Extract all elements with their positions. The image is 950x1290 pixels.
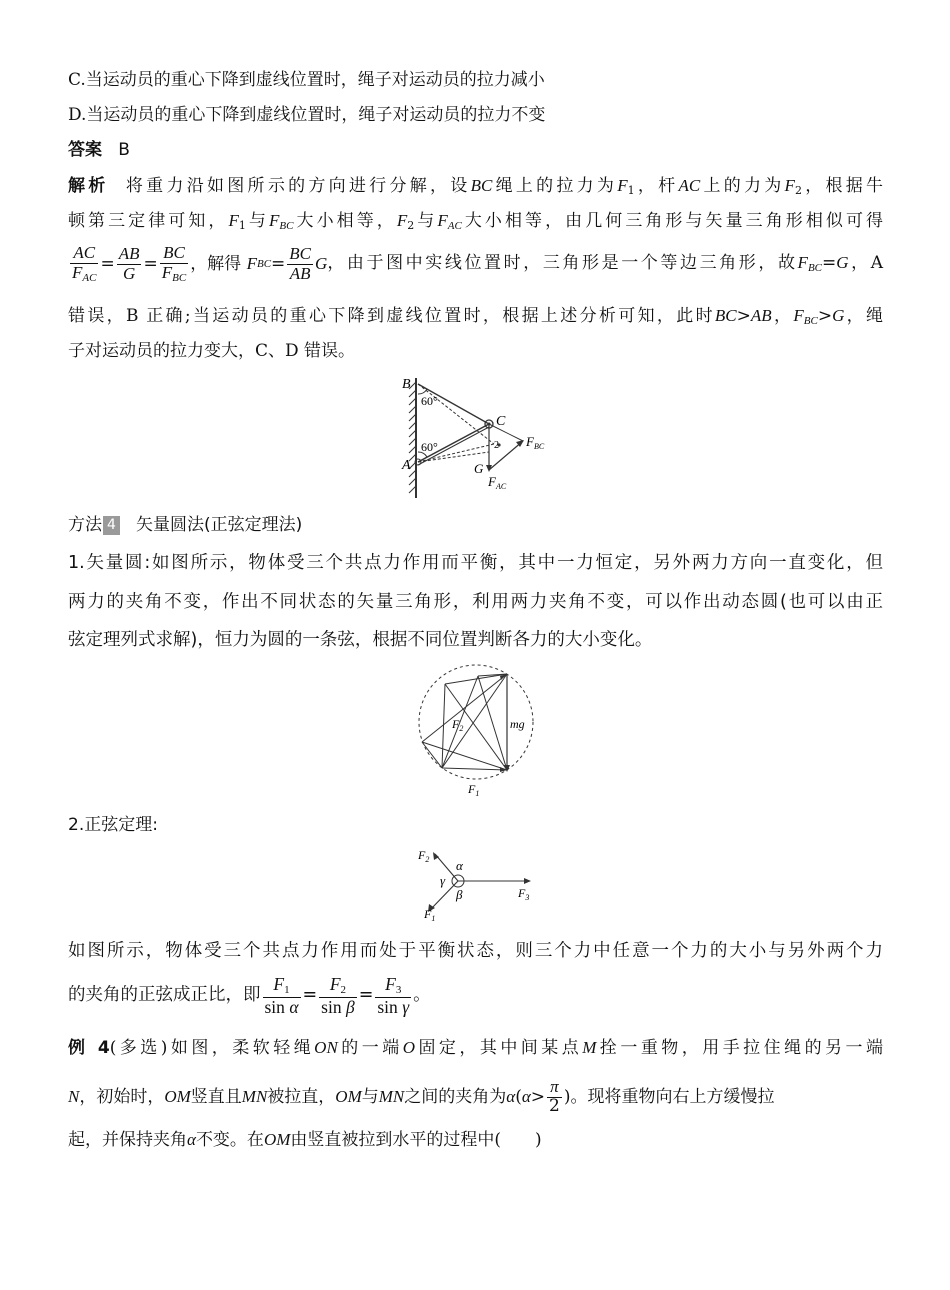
label-angle-bottom: 60° bbox=[421, 440, 438, 454]
label-c: C bbox=[496, 414, 506, 429]
analysis-line-1: 解析 将重力沿如图所示的方向进行分解，设BC绳上的拉力为$F_1$，杆AC上的力为$F_2$，根据牛 bbox=[68, 176, 884, 197]
label-two: 2 bbox=[494, 440, 499, 451]
label-angle-top: 60° bbox=[421, 394, 438, 408]
answer-label: 答案 bbox=[68, 140, 102, 160]
method-heading bbox=[68, 515, 883, 535]
label-f1: $F_1$ bbox=[468, 782, 480, 798]
method-number-badge: 4 bbox=[103, 516, 120, 535]
fraction-pi-2: $\frac{\pi}{2}$ bbox=[549, 1077, 560, 1116]
fraction-f1-sin-alpha: $\frac{F_1}{\text{sin α}}$ bbox=[264, 974, 299, 1017]
force-f2 bbox=[435, 854, 458, 881]
example-line-2: N ，初始时， OM 竖直且 MN 被拉直， OM 与 MN 之间的夹角为 α ( α > $\frac{\pi}{2}$ ) 。现将重物向右上方缓慢拉 bbox=[68, 1077, 775, 1116]
answer-value: B bbox=[118, 140, 130, 160]
example-line-1: 例 4(多选)如图，柔软轻绳ON的一端O固定，其中间某点M拴一重物，用手拉住绳的另一端 bbox=[68, 1038, 884, 1058]
analysis-line-4: 错误，B 正确;当运动员的重心下降到虚线位置时，根据上述分析可知，此时BC>AB，$F_{BC}>G$，绳 bbox=[68, 306, 884, 327]
fraction-f2-sin-beta: $\frac{F_2}{\text{sin β}}$ bbox=[321, 974, 355, 1017]
label-gamma: γ bbox=[440, 873, 446, 888]
label-b: B bbox=[402, 377, 411, 392]
label-fac: $F_{AC}$ bbox=[488, 474, 507, 491]
label-f2: $F_2$ bbox=[418, 848, 430, 864]
label-mg: mg bbox=[510, 717, 525, 731]
analysis-label: 解析 bbox=[68, 176, 109, 196]
p1-line-1: 1.矢量圆:如图所示，物体受三个共点力作用而平衡，其中一力恒定，另外两力方向一直变化，但 bbox=[68, 553, 883, 573]
option-d: D.当运动员的重心下降到虚线位置时，绳子对运动员的拉力不变 bbox=[68, 105, 546, 125]
example-label: 例 4 bbox=[68, 1038, 110, 1058]
p3-line-2: 的夹角的正弦成正比，即 $\frac{F_1}{\text{sin α}}$ = $\frac{F_2}{\text{sin β}}$ = $\frac{F_3}{\text{sin γ}}$ 。 bbox=[68, 974, 431, 1017]
label-a: A bbox=[402, 458, 411, 473]
figure-three-forces bbox=[410, 842, 550, 927]
p2-title: 2.正弦定理: bbox=[68, 815, 158, 835]
p3-line-1: 如图所示，物体受三个共点力作用而处于平衡状态，则三个力中任意一个力的大小与另外两个力 bbox=[68, 941, 883, 961]
example-line-3: 起，并保持夹角α不变。在OM由竖直被拉到水平的过程中( ) bbox=[68, 1130, 542, 1150]
p1-line-2: 两力的夹角不变，作出不同状态的矢量三角形，利用两力夹角不变，可以作出动态圆(也可以由正 bbox=[68, 592, 883, 612]
label-f1: $F_1$ bbox=[424, 907, 436, 923]
fraction-bc-fbc: $\frac{BC}{F_{BC}}$ bbox=[161, 243, 187, 284]
method-prefix: 方法 bbox=[68, 515, 102, 535]
analysis-line-5: 子对运动员的拉力变大，C、D 错误。 bbox=[68, 341, 356, 361]
analysis-line-2: 顿第三定律可知，$F_1$与$F_{BC}$大小相等，$F_2$与$F_{AC}$大小相等，由几何三角形与矢量三角形相似可得 bbox=[68, 211, 884, 232]
analysis-line-3: $\frac{AC}{F_{AC}}$ = $\frac{AB}{G}$ = $\frac{BC}{F_{BC}}$ ，解得 F BC = $\frac{BC}{AB}$ G ，由于图中实线位置时，三角形是一个等边三角形，故$F_{BC}=G$，A bbox=[72, 243, 883, 284]
vector-triangles bbox=[422, 674, 507, 770]
method-title: 矢量圆法(正弦定理法) bbox=[136, 515, 303, 535]
fraction-bc-ab: $\frac{BC}{AB}$ bbox=[289, 243, 312, 283]
label-f3: $F_3$ bbox=[518, 886, 530, 902]
label-g: G bbox=[474, 461, 484, 476]
wall-hatching bbox=[409, 378, 416, 498]
figure-vector-circle bbox=[412, 662, 542, 802]
fraction-ac-fac: $\frac{AC}{F_{AC}}$ bbox=[72, 243, 97, 284]
fraction-ab-g: $\frac{AB}{G}$ bbox=[118, 243, 140, 283]
figure-rod-rope-diagram bbox=[396, 372, 556, 502]
label-beta: β bbox=[456, 887, 463, 902]
option-c: C.当运动员的重心下降到虚线位置时，绳子对运动员的拉力减小 bbox=[68, 70, 545, 90]
answer-line bbox=[68, 140, 883, 160]
rope-dashed bbox=[418, 384, 494, 444]
p1-line-3: 弦定理列式求解)，恒力为圆的一条弦，根据不同位置判断各力的大小变化。 bbox=[68, 630, 653, 650]
fraction-f3-sin-gamma: $\frac{F_3}{\text{sin γ}}$ bbox=[377, 974, 410, 1017]
label-fbc: $F_{BC}$ bbox=[526, 434, 545, 451]
example-tag: (多选) bbox=[109, 1038, 168, 1058]
label-f2: $F_2$ bbox=[452, 717, 464, 733]
label-alpha: α bbox=[456, 858, 463, 873]
